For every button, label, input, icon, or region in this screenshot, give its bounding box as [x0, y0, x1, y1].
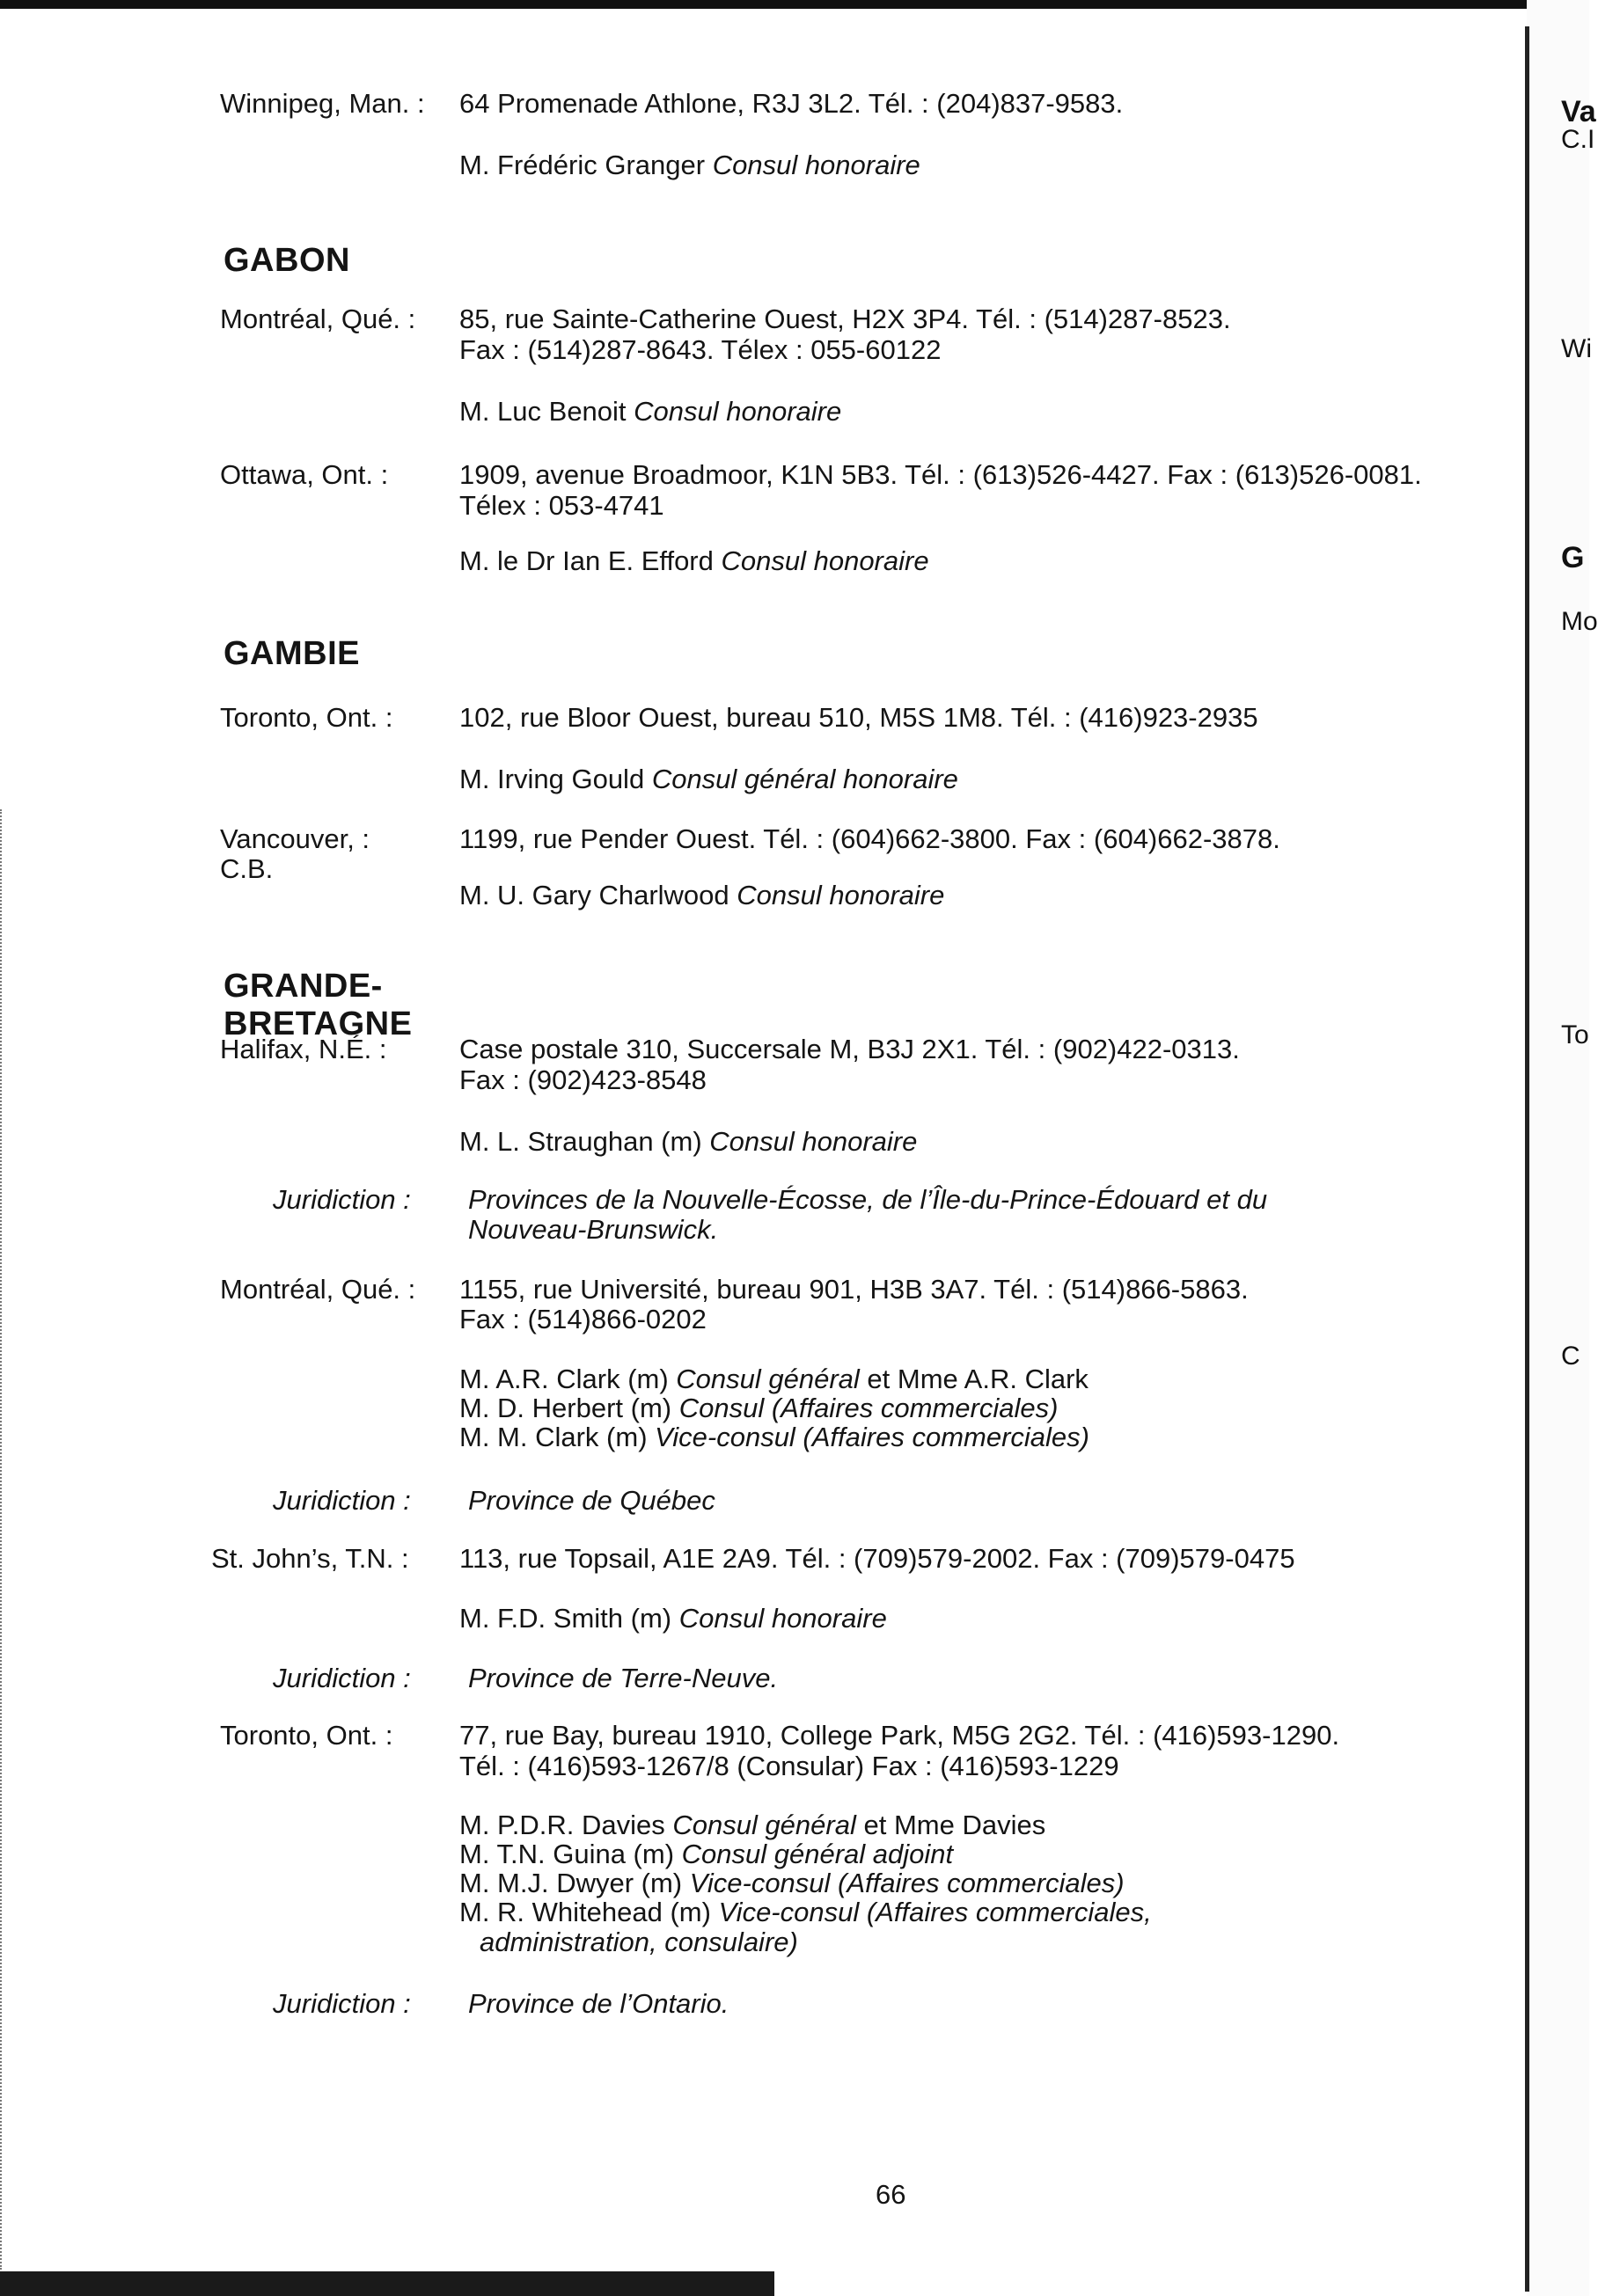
address-line: 64 Promenade Athlone, R3J 3L2. Tél. : (204)837-9583. [459, 88, 1124, 119]
address-line: Télex : 053-4741 [459, 490, 664, 521]
person-entry [459, 150, 920, 180]
address-line: Fax : (902)423-8548 [459, 1064, 707, 1095]
edge-fragment: C [1561, 1342, 1580, 1371]
person-title: Consul honoraire [712, 150, 920, 180]
scan-left-speckle [0, 809, 7, 2270]
person-entry [480, 1927, 798, 1957]
juridiction-text: Province de Québec [468, 1485, 715, 1516]
person-name: M. L. Straughan (m) [459, 1126, 710, 1157]
person-entry [459, 396, 841, 427]
person-title: Consul général honoraire [651, 764, 958, 794]
person-entry [459, 1603, 887, 1634]
person-name: M. Frédéric Granger [459, 150, 713, 180]
person-name: M. P.D.R. Davies [459, 1810, 673, 1840]
page-number: 66 [876, 2179, 906, 2210]
location-label: Winnipeg, Man. : [220, 88, 425, 119]
address-line: Fax : (514)287-8643. Télex : 055-60122 [459, 334, 942, 365]
location-label: Montréal, Qué. : [220, 303, 416, 334]
person-title: Consul honoraire [709, 1126, 918, 1157]
edge-fragment: C.I [1561, 125, 1595, 154]
scan-top-edge [0, 0, 1589, 9]
person-name: M. Irving Gould [459, 764, 652, 794]
edge-fragment: Mo [1561, 607, 1598, 636]
juridiction-label: Juridiction : [273, 1184, 411, 1215]
person-name: M. M. Clark (m) [459, 1422, 656, 1452]
location-label: Montréal, Qué. : [220, 1274, 416, 1305]
scan-bottom-edge [0, 2271, 774, 2296]
location-label-cont: C.B. [220, 853, 274, 884]
person-title: Consul (Affaires commerciales) [678, 1393, 1059, 1423]
location-label: Ottawa, Ont. : [220, 459, 389, 490]
section-heading: GRANDE-BRETAGNE [224, 968, 413, 1042]
address-line: 85, rue Sainte-Catherine Ouest, H2X 3P4. Tél. : (514)287-8523. [459, 303, 1231, 334]
location-label: Toronto, Ont. : [220, 1720, 393, 1751]
address-line: 77, rue Bay, bureau 1910, College Park, M5G 2G2. Tél. : (416)593-1290. [459, 1720, 1340, 1751]
person-suffix: et Mme Davies [855, 1810, 1046, 1840]
address-line: 1199, rue Pender Ouest. Tél. : (604)662-3800. Fax : (604)662-3878. [459, 823, 1280, 854]
edge-fragment: G [1561, 541, 1585, 574]
juridiction-label: Juridiction : [273, 1663, 411, 1693]
person-title: Vice-consul (Affaires commerciales) [655, 1422, 1089, 1452]
address-line: Tél. : (416)593-1267/8 (Consular) Fax : (416)593-1229 [459, 1751, 1119, 1781]
person-entry [459, 1364, 1089, 1394]
address-line: 1155, rue Université, bureau 901, H3B 3A7. Tél. : (514)866-5863. [459, 1274, 1249, 1305]
person-name: M. F.D. Smith (m) [459, 1603, 679, 1634]
juridiction-text: Provinces de la Nouvelle-Écosse, de l’Île-du-Prince-Édouard et du [468, 1184, 1268, 1215]
edge-fragment: Wi [1561, 334, 1592, 363]
person-title: Consul général [672, 1810, 856, 1840]
person-entry [459, 1422, 1089, 1452]
person-name: M. R. Whitehead (m) [459, 1897, 719, 1927]
person-entry [459, 545, 929, 576]
edge-fragment: To [1561, 1020, 1589, 1049]
person-name: M. M.J. Dwyer (m) [459, 1868, 690, 1898]
person-entry [459, 1126, 917, 1157]
location-label: Vancouver, : [220, 823, 370, 854]
location-label: Toronto, Ont. : [220, 702, 393, 733]
scan-binding-edge [1525, 26, 1529, 2292]
person-name: M. D. Herbert (m) [459, 1393, 679, 1423]
person-entry [459, 1810, 1045, 1840]
location-label: St. John’s, T.N. : [211, 1543, 409, 1574]
person-title: Consul honoraire [634, 396, 842, 427]
juridiction-text: Province de Terre-Neuve. [468, 1663, 779, 1693]
juridiction-text: Province de l’Ontario. [468, 1988, 729, 2019]
person-title: Consul honoraire [721, 545, 929, 576]
person-entry [459, 764, 958, 794]
person-title: Consul honoraire [737, 880, 945, 910]
juridiction-label: Juridiction : [273, 1988, 411, 2019]
address-line: 113, rue Topsail, A1E 2A9. Tél. : (709)579-2002. Fax : (709)579-0475 [459, 1543, 1295, 1574]
person-name: M. Luc Benoit [459, 396, 634, 427]
person-entry [459, 1839, 953, 1869]
person-entry [459, 1393, 1058, 1423]
location-label: Halifax, N.É. : [220, 1034, 387, 1064]
person-name: M. T.N. Guina (m) [459, 1839, 682, 1869]
person-entry [459, 1868, 1125, 1898]
person-name: M. le Dr Ian E. Efford [459, 545, 722, 576]
address-line: Case postale 310, Succersale M, B3J 2X1. Tél. : (902)422-0313. [459, 1034, 1240, 1064]
person-title: Vice-consul (Affaires commerciales, [718, 1897, 1152, 1927]
address-line: 1909, avenue Broadmoor, K1N 5B3. Tél. : (613)526-4427. Fax : (613)526-0081. [459, 459, 1422, 490]
address-line: Fax : (514)866-0202 [459, 1304, 707, 1334]
person-entry [459, 1897, 1152, 1927]
person-title: Consul honoraire [678, 1603, 887, 1634]
person-entry [459, 880, 944, 910]
person-title: Vice-consul (Affaires commerciales) [689, 1868, 1125, 1898]
person-title: Consul général adjoint [681, 1839, 954, 1869]
section-heading: GAMBIE [224, 635, 360, 672]
address-line: 102, rue Bloor Ouest, bureau 510, M5S 1M8. Tél. : (416)923-2935 [459, 702, 1258, 733]
person-title: administration, consulaire) [480, 1927, 798, 1957]
person-title: Consul général [676, 1364, 860, 1394]
section-heading: GABON [224, 242, 350, 279]
person-suffix: et Mme A.R. Clark [859, 1364, 1089, 1394]
juridiction-text: Nouveau-Brunswick. [468, 1214, 719, 1245]
person-name: M. U. Gary Charlwood [459, 880, 737, 910]
juridiction-label: Juridiction : [273, 1485, 411, 1516]
person-name: M. A.R. Clark (m) [459, 1364, 677, 1394]
edge-fragment: Va [1561, 95, 1596, 128]
